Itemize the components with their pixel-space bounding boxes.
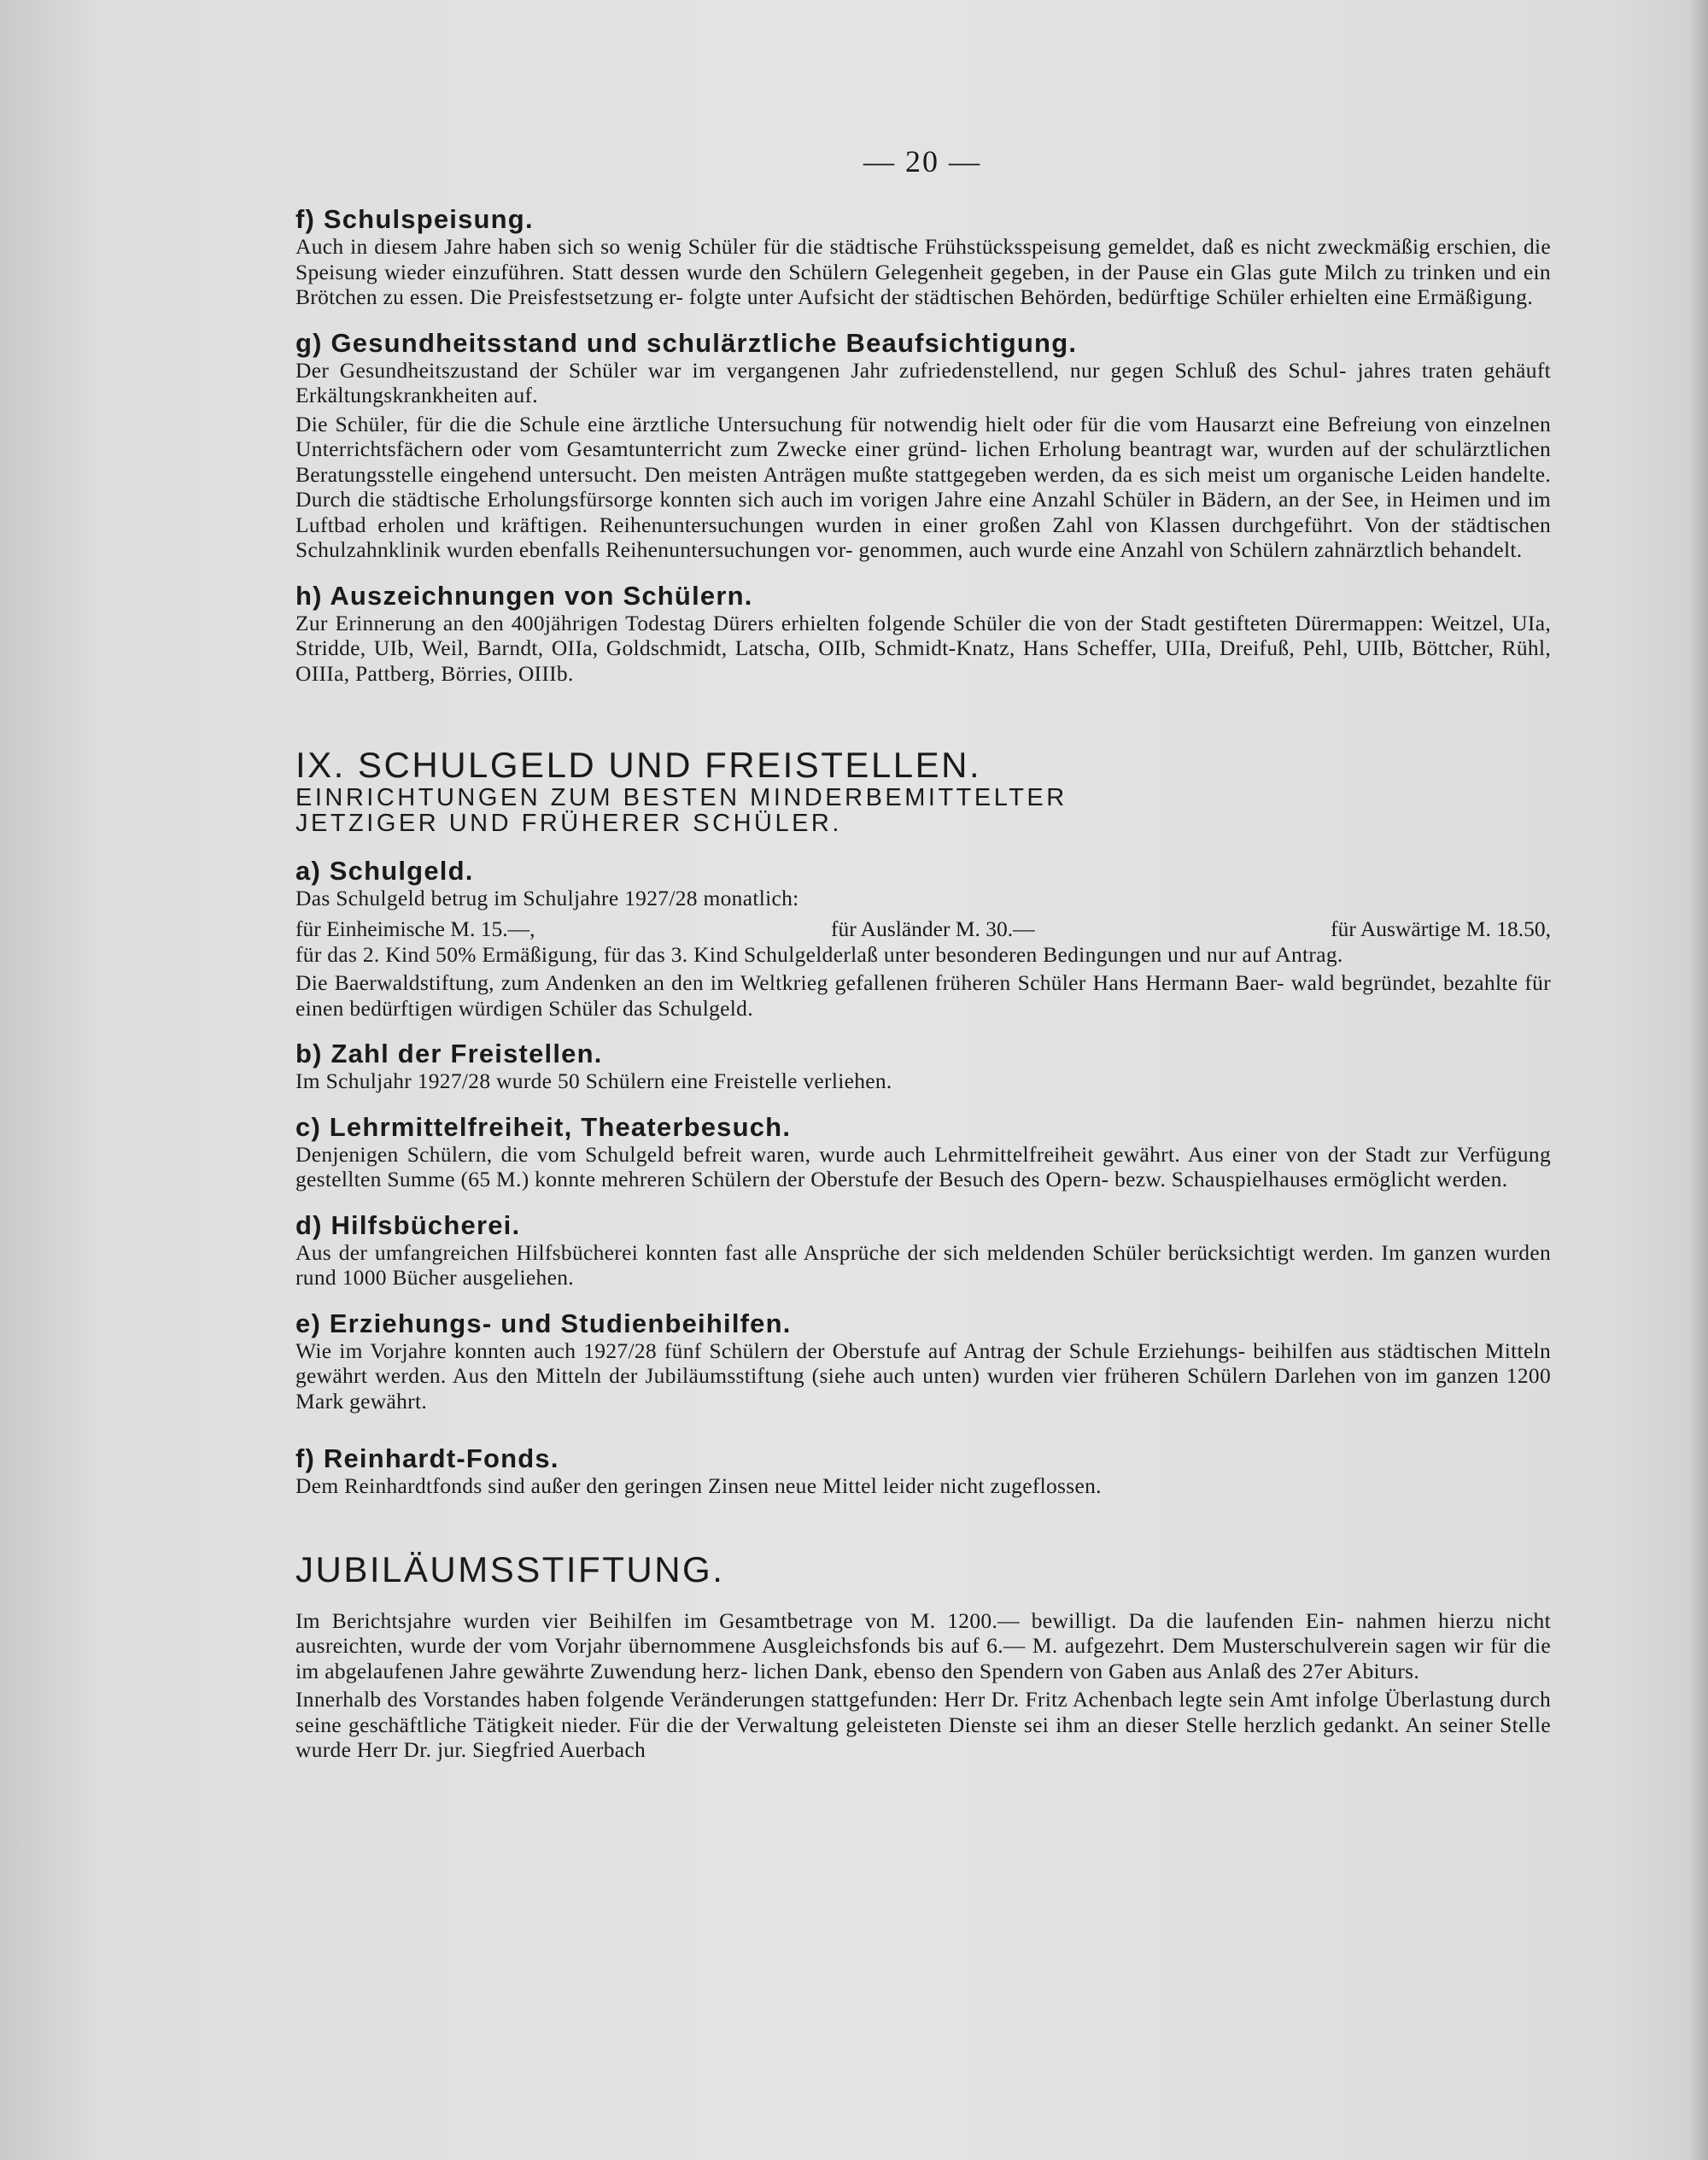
paragraph: Aus der umfangreichen Hilfsbücherei konnten fast alle Ansprüche der sich meldenden Schüler berücksichtigt werden. Im ganzen wurden rund 1000 Bücher ausgeliehen. — [295, 1239, 1551, 1290]
section-heading: f) Schulspeisung. — [295, 204, 534, 234]
section-heading: e) Erziehungs- und Studienbeihilfen. — [295, 1308, 792, 1338]
section-gesundheitsstand — [295, 329, 1551, 563]
paragraph: Im Schuljahr 1927/28 wurde 50 Schülern eine Freistelle verliehen. — [295, 1068, 892, 1093]
section-heading: g) Gesundheitsstand und schulärztliche Beaufsichtigung. — [295, 327, 1078, 358]
section-schulspeisung — [295, 205, 1551, 310]
section-auszeichnungen — [295, 582, 1551, 687]
chapter-title: IX. SCHULGELD UND FREISTELLEN. — [295, 745, 982, 785]
paragraph: für das 2. Kind 50% Ermäßigung, für das 3. Kind Schulgelderlaß unter besonderen Bedingungen und nur auf Antrag. — [295, 941, 1343, 967]
paragraph: Wie im Vorjahre konnten auch 1927/28 fünf Schülern der Oberstufe auf Antrag der Schule Erziehungs- beihilfen aus städtischen Mitteln gewährt werden. Aus den Mitteln der Jubiläumsstiftung (siehe auch unten) wurden vier früheren Schülern Darlehen von im ganzen 1200 Mark gewährt. — [295, 1338, 1551, 1414]
fee-foreign: für Ausländer M. 30.— — [830, 916, 1035, 941]
chapter-subtitle: EINRICHTUNGEN ZUM BESTEN MINDERBEMITTELTER — [295, 784, 1068, 811]
page-content — [295, 205, 1551, 1782]
section-jubilaeumsstiftung — [295, 1550, 1551, 1763]
section-heading: c) Lehrmittelfreiheit, Theaterbesuch. — [295, 1111, 792, 1142]
paragraph: Der Gesundheitszustand der Schüler war im vergangenen Jahr zufriedenstellend, nur gegen Schluß des Schul- jahres traten gehäuft Erkältungskrankheiten auf. — [295, 357, 1551, 407]
fee-outside: für Auswärtige M. 18.50, — [1331, 916, 1551, 941]
section-heading: d) Hilfsbücherei. — [295, 1209, 521, 1240]
section-heading: h) Auszeichnungen von Schülern. — [295, 580, 753, 611]
fee-local: für Einheimische M. 15.—, — [295, 916, 535, 941]
paragraph: Die Schüler, für die die Schule eine ärztliche Untersuchung für notwendig hielt oder für die vom Hausarzt eine Befreiung von einzelnen Unterrichtsfächern oder vom Gesamtunterricht zum Zwecke einer gründ- lichen Erholung beantragt war, wurden auf der schulärztlichen Beratungsstelle eingehend untersucht. Den meisten Anträgen mußte stattgegeben werden, da es sich meist um organische Leiden handelte. Durch die städtische Erholungsfürsorge konnten sich auch im vorigen Jahre eine Anzahl Schüler in Bädern, an der See, in Heimen und im Luftbad erholen und kräftigen. Reihenuntersuchungen wurden in einer großen Zahl von Klassen durchgeführt. Von der städtischen Schulzahnklinik wurden ebenfalls Reihenuntersuchungen vor- genommen, auch wurde eine Anzahl von Schülern zahnärztlich behandelt. — [295, 411, 1551, 562]
section-hilfsbuecherei — [295, 1211, 1551, 1291]
chapter-title: JUBILÄUMSSTIFTUNG. — [295, 1548, 725, 1589]
paragraph: Denjenigen Schülern, die vom Schulgeld befreit waren, wurde auch Lehrmittelfreiheit gewährt. Aus einer von der Stadt zur Verfügung gestellten Summe (65 M.) konnte mehreren Schülern der Oberstufe der Besuch des Opern- bezw. Schauspielhauses ermöglicht werden. — [295, 1141, 1551, 1191]
page-number: — 20 — — [863, 144, 981, 179]
paragraph: Dem Reinhardtfonds sind außer den geringen Zinsen neue Mittel leider nicht zugeflossen. — [295, 1473, 1102, 1498]
section-lehrmittelfreiheit — [295, 1113, 1551, 1192]
paragraph: Das Schulgeld betrug im Schuljahre 1927/28 monatlich: — [295, 886, 799, 910]
chapter-subtitle: JETZIGER UND FRÜHERER SCHÜLER. — [295, 810, 842, 837]
page-edge-shadow — [1689, 0, 1708, 2160]
chapter-ix-header — [295, 746, 1551, 836]
section-freistellen — [295, 1039, 1551, 1094]
section-beihilfen — [295, 1309, 1551, 1414]
section-heading: b) Zahl der Freistellen. — [295, 1039, 603, 1068]
paragraph: Auch in diesem Jahre haben sich so wenig Schüler für die städtische Frühstücksspeisung gemeldet, daß es nicht zweckmäßig erschien, die Speisung wieder einzuführen. Statt dessen wurde den Schülern Gelegenheit gegeben, in der Pause ein Glas gute Milch zu trinken und ein Brötchen zu essen. Die Preisfestsetzung er- folgte unter Aufsicht der städtischen Behörden, bedürftige Schüler erhielten eine Ermäßigung. — [295, 234, 1551, 309]
fee-row — [295, 916, 1551, 942]
section-schulgeld — [295, 857, 1551, 1021]
paragraph: Die Baerwaldstiftung, zum Andenken an den im Weltkrieg gefallenen früheren Schüler Hans Hermann Baer- wald begründet, bezahlte für einen bedürftigen würdigen Schüler das Schulgeld. — [295, 970, 1551, 1021]
paragraph: Innerhalb des Vorstandes haben folgende Veränderungen stattgefunden: Herr Dr. Fritz Achenbach legte sein Amt infolge Überlastung durch seine geschäftliche Tätigkeit nieder. Für die der Verwaltung geleisteten Dienste sei ihm an dieser Stelle herzlich gedankt. An seiner Stelle wurde Herr Dr. jur. Siegfried Auerbach — [295, 1687, 1551, 1762]
section-reinhardt-fonds — [295, 1444, 1551, 1499]
paragraph: Zur Erinnerung an den 400jährigen Todestag Dürers erhielten folgende Schüler die von der Stadt gestifteten Dürermappen: Weitzel, UIa, Stridde, UIb, Weil, Barndt, OIIa, Goldschmidt, Latscha, OIIb, Schmidt-Knatz, Hans Scheffer, UIIa, Dreifuß, Pehl, UIIb, Böttcher, Rühl, OIIIa, Pattberg, Börries, OIIIb. — [295, 610, 1551, 686]
section-heading: f) Reinhardt-Fonds. — [295, 1443, 559, 1473]
paragraph: Im Berichtsjahre wurden vier Beihilfen im Gesamtbetrage von M. 1200.— bewilligt. Da die laufenden Ein- nahmen hierzu nicht ausreichten, wurde der vom Vorjahr übernommene Ausgleichsfonds bis auf 6.— M. aufgezehrt. Dem Musterschulverein sagen wir für die im abgelaufenen Jahre gewährte Zuwendung herz- lichen Dank, ebenso den Spendern von Gaben aus Anlaß des 27er Abiturs. — [295, 1607, 1551, 1683]
section-heading: a) Schulgeld. — [295, 856, 474, 886]
